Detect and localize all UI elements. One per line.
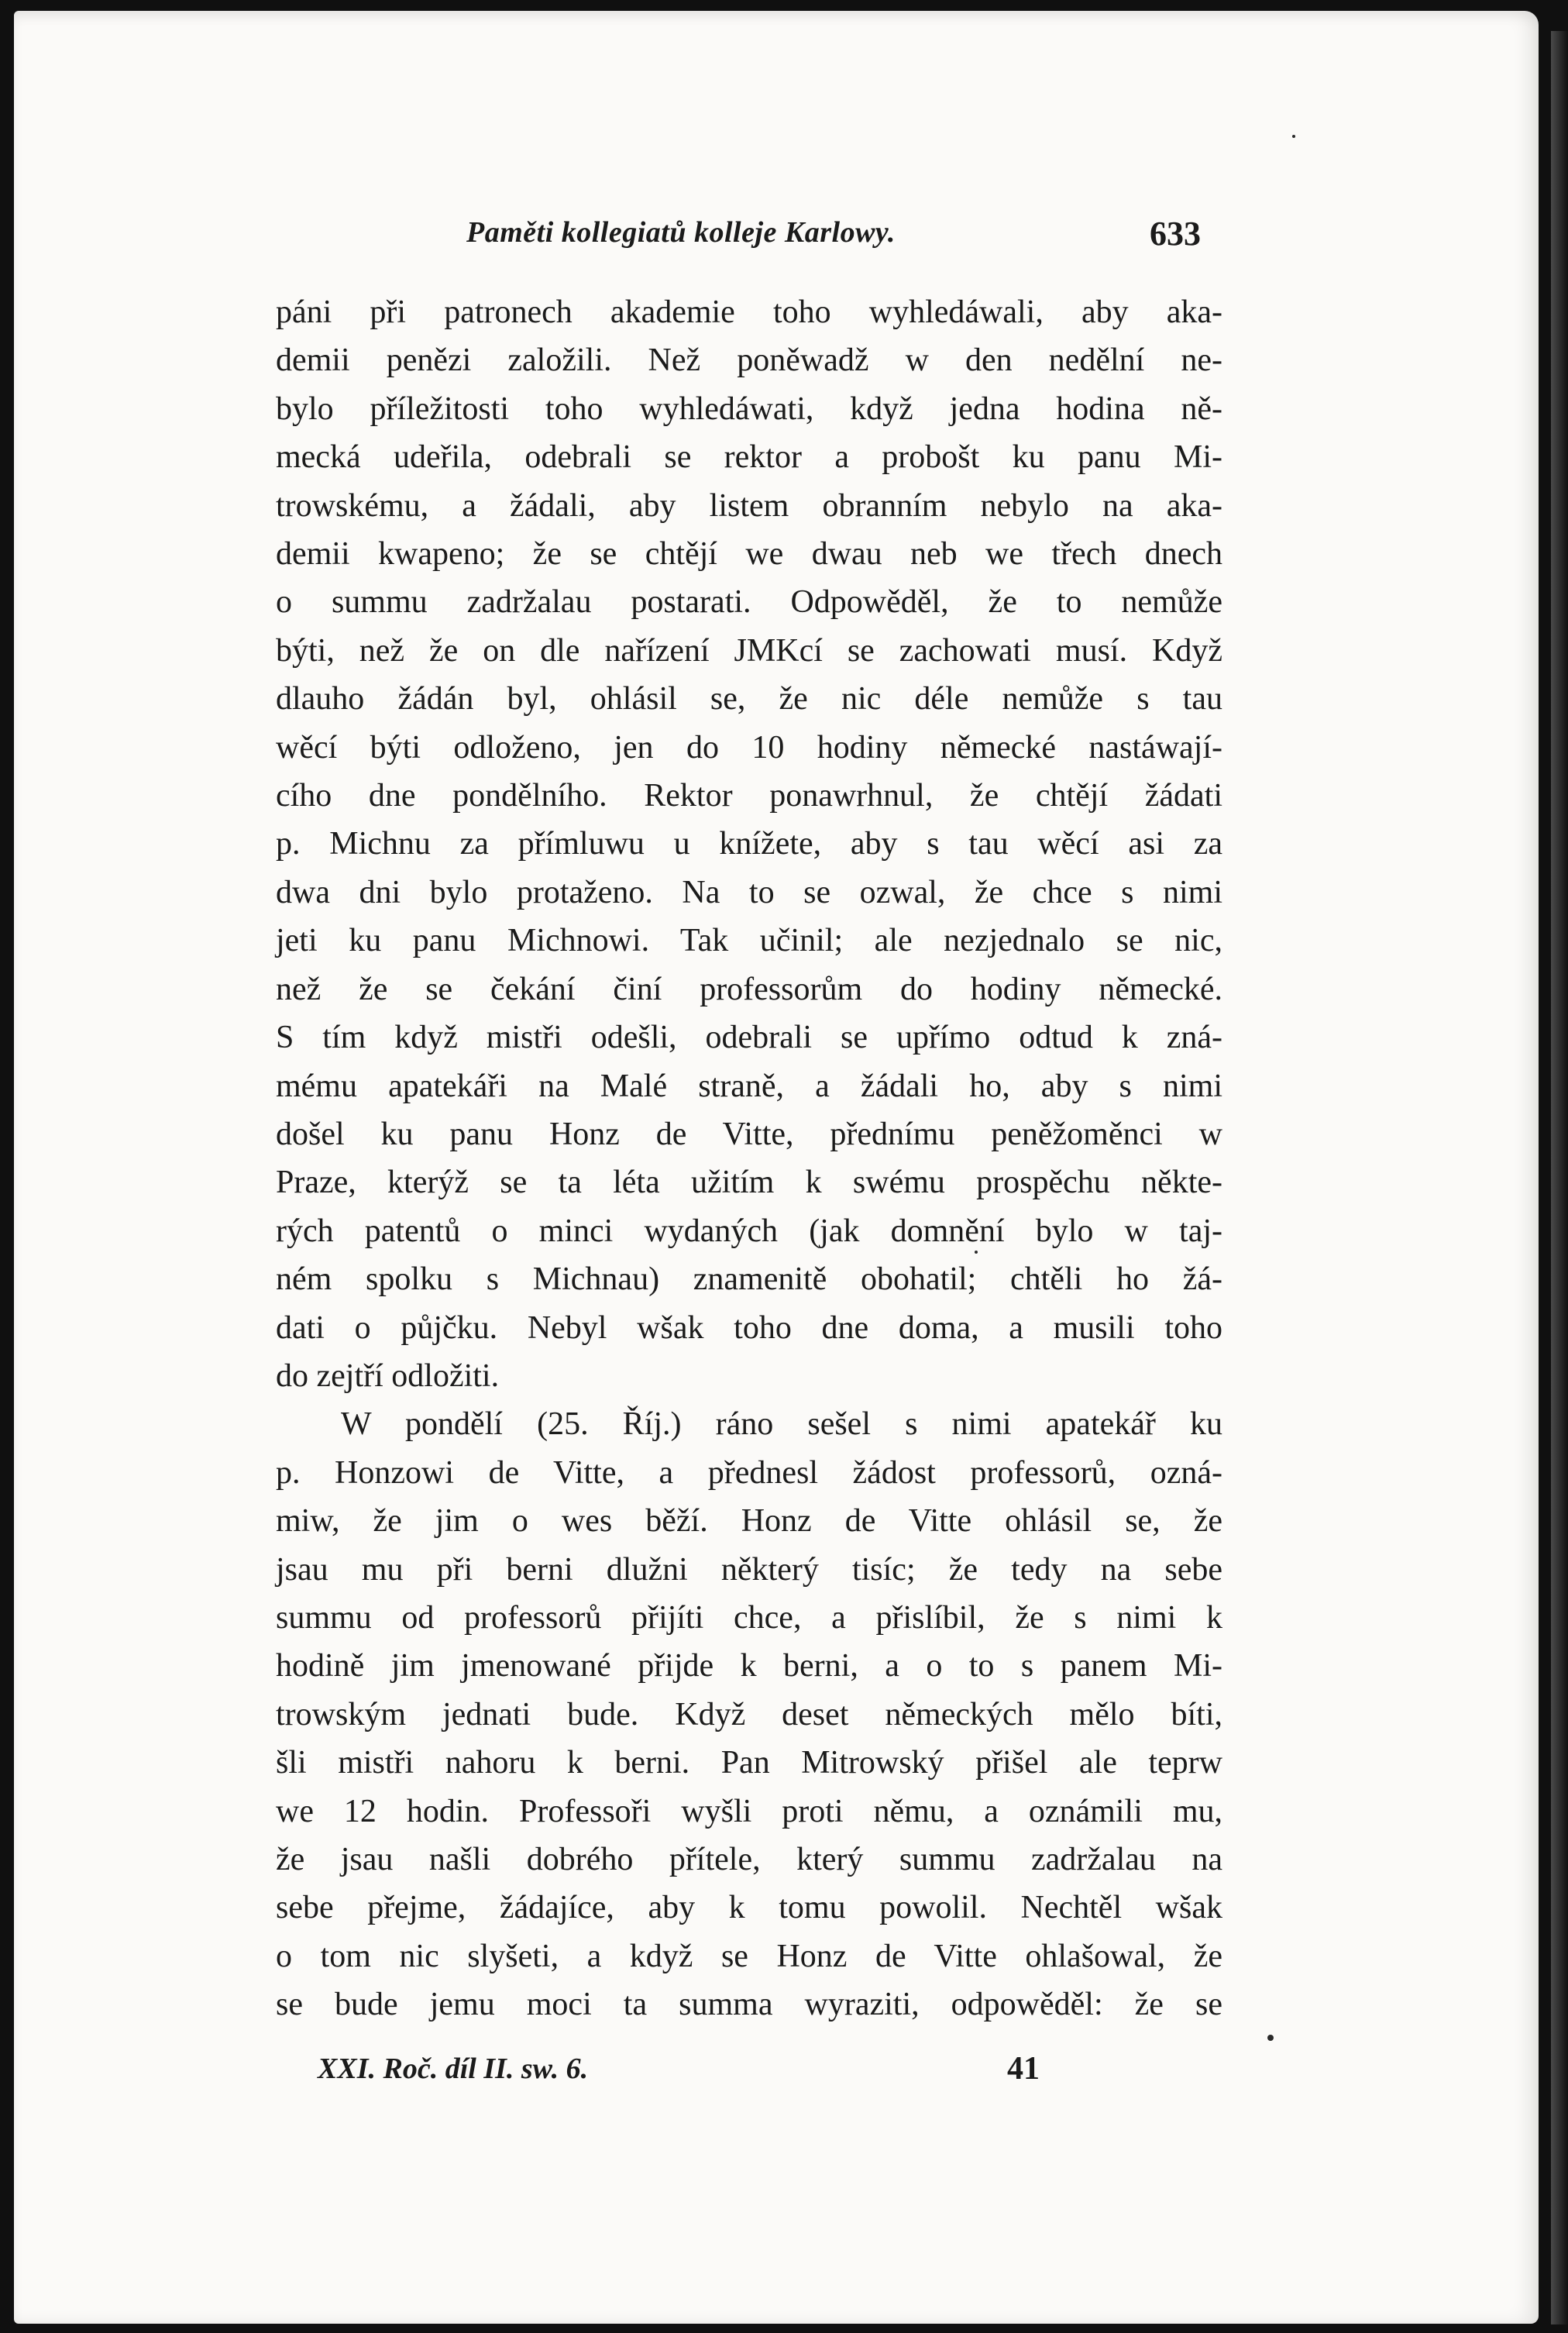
text-line: se bude jemu moci ta summa wyraziti, odpowěděl: že se — [276, 1987, 1222, 2023]
text-line: S tím když mistři odešli, odebrali se upřímo odtud k zná- — [276, 1020, 1222, 1056]
page-number: 633 — [1150, 215, 1201, 253]
text-line: dlauho žádán byl, ohlásil se, že nic déle nemůže s tau — [276, 681, 1222, 717]
printer-signature: XXI. Roč. díl II. sw. 6. — [318, 2053, 589, 2085]
text-line: sebe přejme, žádajíce, aby k tomu powolil. Nechtěl wšak — [276, 1890, 1222, 1926]
text-line: do zejtří odložiti. — [276, 1357, 500, 1394]
text-line: o summu zadržalau postarati. Odpowěděl, že to nemůže — [276, 584, 1222, 621]
text-line: Praze, kterýž se ta léta užitím k swému prospěchu někte- — [276, 1165, 1222, 1201]
text-line: býti, než že on dle nařízení JMKcí se zachowati musí. Když — [276, 632, 1222, 669]
text-line: došel ku panu Honz de Vitte, přednímu peněžoměnci w — [276, 1116, 1222, 1152]
book-edge-shadow — [1551, 31, 1568, 2324]
text-line: ném spolku s Michnau) znamenitě obohatil; chtěli ho žá- — [276, 1261, 1222, 1298]
text-line: než že se čekání činí professorům do hodiny německé. — [276, 971, 1222, 1007]
text-line: p. Michnu za přímluwu u knížete, aby s tau wěcí asi za — [276, 826, 1222, 862]
text-line: mému apatekáři na Malé straně, a žádali ho, aby s nimi — [276, 1068, 1222, 1104]
text-line: dati o půjčku. Nebyl wšak toho dne doma, a musili toho — [276, 1309, 1222, 1346]
text-line: šli mistři nahoru k berni. Pan Mitrowský přišel ale teprw — [276, 1745, 1222, 1781]
text-line: we 12 hodin. Professoři wyšli proti němu, a oznámili mu, — [276, 1793, 1222, 1829]
text-line: mecká udeřila, odebrali se rektor a probošt ku panu Mi- — [276, 439, 1222, 476]
text-line: miw, že jim o wes běží. Honz de Vitte ohlásil se, že — [276, 1503, 1222, 1540]
text-line: wěcí býti odloženo, jen do 10 hodiny německé nastáwají- — [276, 729, 1222, 766]
text-line: cího dne pondělního. Rektor ponawrhnul, že chtějí žádati — [276, 778, 1222, 814]
text-line: bylo příležitosti toho wyhledáwati, když jedna hodina ně- — [276, 391, 1222, 427]
text-line: jeti ku panu Michnowi. Tak učinil; ale nezjednalo se nic, — [276, 923, 1222, 959]
text-line: demii kwapeno; že se chtějí we dwau neb we třech dnech — [276, 536, 1222, 573]
text-line: jsau mu při berni dlužni některý tisíc; že tedy na sebe — [276, 1551, 1222, 1588]
text-line: že jsau našli dobrého přítele, který summu zadržalau na — [276, 1842, 1222, 1877]
text-line: páni při patronech akademie toho wyhledáwali, aby aka- — [276, 294, 1222, 330]
running-title: Paměti kollegiatů kolleje Karlowy. — [466, 216, 896, 249]
text-line: summu od professorů přijíti chce, a přislíbil, že s nimi k — [276, 1599, 1222, 1636]
ink-speck — [1267, 2035, 1274, 2041]
ink-speck — [1292, 135, 1295, 138]
body-text — [276, 288, 1222, 2029]
text-line: p. Honzowi de Vitte, a přednesl žádost professorů, ozná- — [276, 1454, 1222, 1491]
text-line: W pondělí (25. Říj.) ráno sešel s nimi apatekář ku — [341, 1406, 1222, 1443]
text-line: hodině jim jmenowané přijde k berni, a o to s panem Mi- — [276, 1648, 1222, 1684]
sheet-number: 41 — [1007, 2051, 1040, 2087]
text-line: o tom nic slyšeti, a když se Honz de Vitte ohlašowal, že — [276, 1938, 1222, 1974]
text-line: dwa dni bylo protaženo. Na to se ozwal, že chce s nimi — [276, 874, 1222, 910]
text-line: trowským jednati bude. Když deset německých mělo bíti, — [276, 1696, 1222, 1733]
text-line: demii penězi založili. Než poněwadž w den nedělní ne- — [276, 342, 1222, 379]
text-line: rých patentů o minci wydaných (jak domnění bylo w taj- — [276, 1213, 1222, 1249]
text-line: trowskému, a žádali, aby listem obranním nebylo na aka- — [276, 487, 1222, 524]
